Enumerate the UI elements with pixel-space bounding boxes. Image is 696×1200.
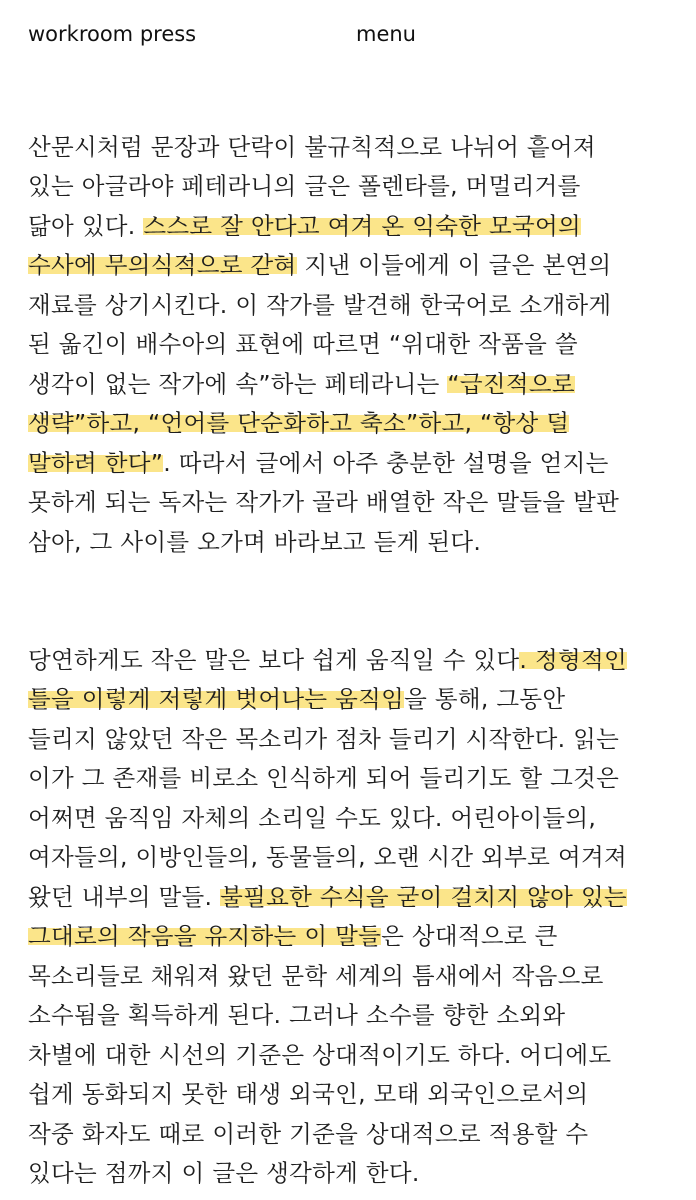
highlighted-text: “급진적으로 생략”하고, “언어를 단순화하고 축소”하고, “항상 덜 말하려 한다”	[28, 369, 575, 477]
text-segment: 당연하게도 작은 말은 보다 쉽게 움직일 수 있다	[28, 645, 520, 674]
highlighted-text: 스스로 잘 안다고 여겨 온 익숙한 모국어의 수사에 무의식적으로 갇혀	[28, 211, 581, 279]
brand-link[interactable]: workroom press	[28, 22, 197, 46]
text-segment: 산문시처럼 문장과 단락이 불규칙적으로 나뉘어 흩어져 있는 아글라야 페테라니의 글은 폴렌타를, 머멀리거를 닮아 있다.	[28, 132, 596, 240]
text-segment: . 따라서 글에서 아주 충분한 설명을 얻지는 못하게 되는 독자는 작가가 골라 배열한 작은 말들을 발판 삼아, 그 사이를 오가며 바라보고 듣게 된다.	[28, 448, 620, 556]
highlighted-text: 불필요한 수식을 굳이 걸치지 않아 있는 그대로의 작음을 유지하는 이 말들	[28, 882, 627, 950]
text-segment: 지낸 이들에게 이 글은 본연의 재료를 상기시킨다. 이 작가를 발견해 한국어로 소개하게 된 옮긴이 배수아의 표현에 따르면 “위대한 작품을 쓸 생각이 없는 작가에 속”하는 페테라니는	[28, 251, 612, 398]
menu-button[interactable]: menu	[356, 22, 416, 46]
highlighted-text: . 정형적인 틀을 이렇게 저렇게 벗어나는 움직임	[28, 645, 627, 713]
article	[28, 88, 668, 1194]
header	[0, 0, 696, 70]
paragraph-1	[28, 88, 668, 562]
paragraph-2	[28, 601, 668, 1194]
text-segment: 은 상대적으로 큰 목소리들로 채워져 왔던 문학 세계의 틈새에서 작음으로 소수됨을 획득하게 된다. 그러나 소수를 향한 소외와 차별에 대한 시선의 기준은 상대적이기도 하다. 어디에도 쉽게 동화되지 못한 태생 외국인, 모태 외국인으로서의 작중 화자도 때로 이러한 기준을 상대적으로 적용할 수 있다는 점까지 이 글은 생각하게 한다.	[28, 922, 612, 1187]
text-segment: 을 통해, 그동안 들리지 않았던 작은 목소리가 점차 들리기 시작한다. 읽는 이가 그 존재를 비로소 인식하게 되어 들리기도 할 그것은 어쩌면 움직임 자체의 소리일 수도 있다. 어린아이들의, 여자들의, 이방인들의, 동물들의, 오랜 시간 외부로 여겨져 왔던 내부의 말들.	[28, 685, 627, 911]
